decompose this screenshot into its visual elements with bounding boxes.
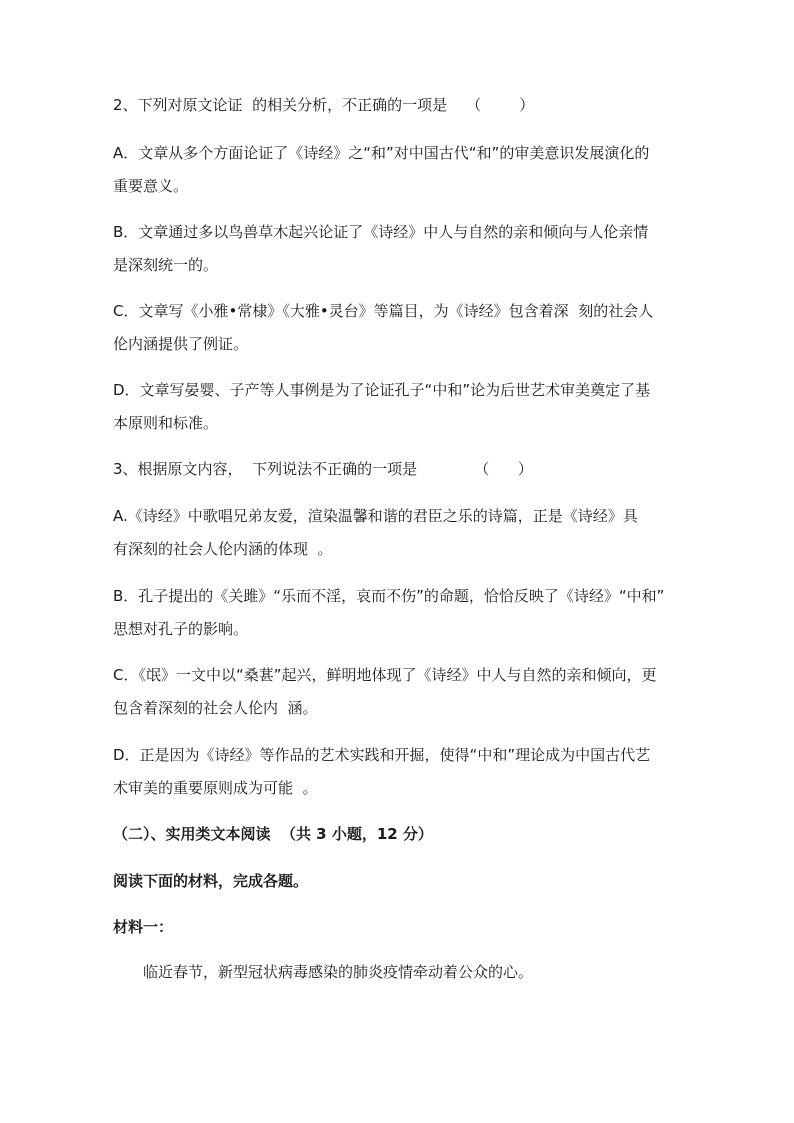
question-3-stem: 3、根据原文内容， 下列说法不正确的一项是 （ ） — [113, 460, 533, 478]
question-3-option-a-cont: 有深刻的社会人伦内涵的体现 。 — [113, 540, 333, 558]
question-2-option-c-cont: 伦内涵提供了例证。 — [113, 335, 249, 353]
section-heading: （二）、实用类文本阅读 （共 3 小题，12 分） — [113, 825, 433, 843]
question-3-option-c-cont: 包含着深刻的社会人伦内 涵。 — [113, 699, 318, 717]
question-2-option-d: D．文章写晏婴、子产等人事例是为了论证孔子“中和”论为后世艺术审美奠定了基 — [113, 381, 651, 399]
question-2-option-c: C．文章写《小雅•常棣》《大雅•灵台》等篇目，为《诗经》包含着深 刻的社会人 — [113, 302, 654, 320]
question-2-stem: 2、下列对原文论证 的相关分析，不正确的一项是 （ ） — [113, 96, 535, 114]
question-2-option-a-cont: 重要意义。 — [113, 177, 189, 195]
material-one-label: 材料一： — [113, 918, 174, 936]
question-3-option-b-cont: 思想对孔子的影响。 — [113, 620, 249, 638]
question-2-option-b: B．文章通过多以鸟兽草木起兴论证了《诗经》中人与自然的亲和倾向与人伦亲情 — [113, 223, 649, 241]
question-3-option-b: B．孔子提出的《关雎》“乐而不淫，哀而不伤”的命题，恰恰反映了《诗经》“中和” — [113, 587, 665, 605]
question-2-option-d-cont: 本原则和标准。 — [113, 414, 219, 432]
question-2-option-b-cont: 是深刻统一的。 — [113, 256, 219, 274]
question-3-option-a: A.《诗经》中歌唱兄弟友爱，渲染温馨和谐的君臣之乐的诗篇，正是《诗经》具 — [113, 507, 638, 525]
question-2-option-a: A．文章从多个方面论证了《诗经》之“和”对中国古代“和”的审美意识发展演化的 — [113, 144, 650, 162]
question-3-option-d: D．正是因为《诗经》等作品的艺术实践和开掘，使得“中和”理论成为中国古代艺 — [113, 746, 651, 764]
reading-instruction: 阅读下面的材料，完成各题。 — [113, 872, 309, 890]
material-one-text: 临近春节，新型冠状病毒感染的肺炎疫情牵动着公众的心。 — [143, 963, 534, 981]
question-3-option-c: C．《氓》一文中以“桑葚”起兴，鲜明地体现了《诗经》中人与自然的亲和倾向，更 — [113, 666, 657, 684]
question-3-option-d-cont: 术审美的重要原则成为可能 。 — [113, 779, 318, 797]
